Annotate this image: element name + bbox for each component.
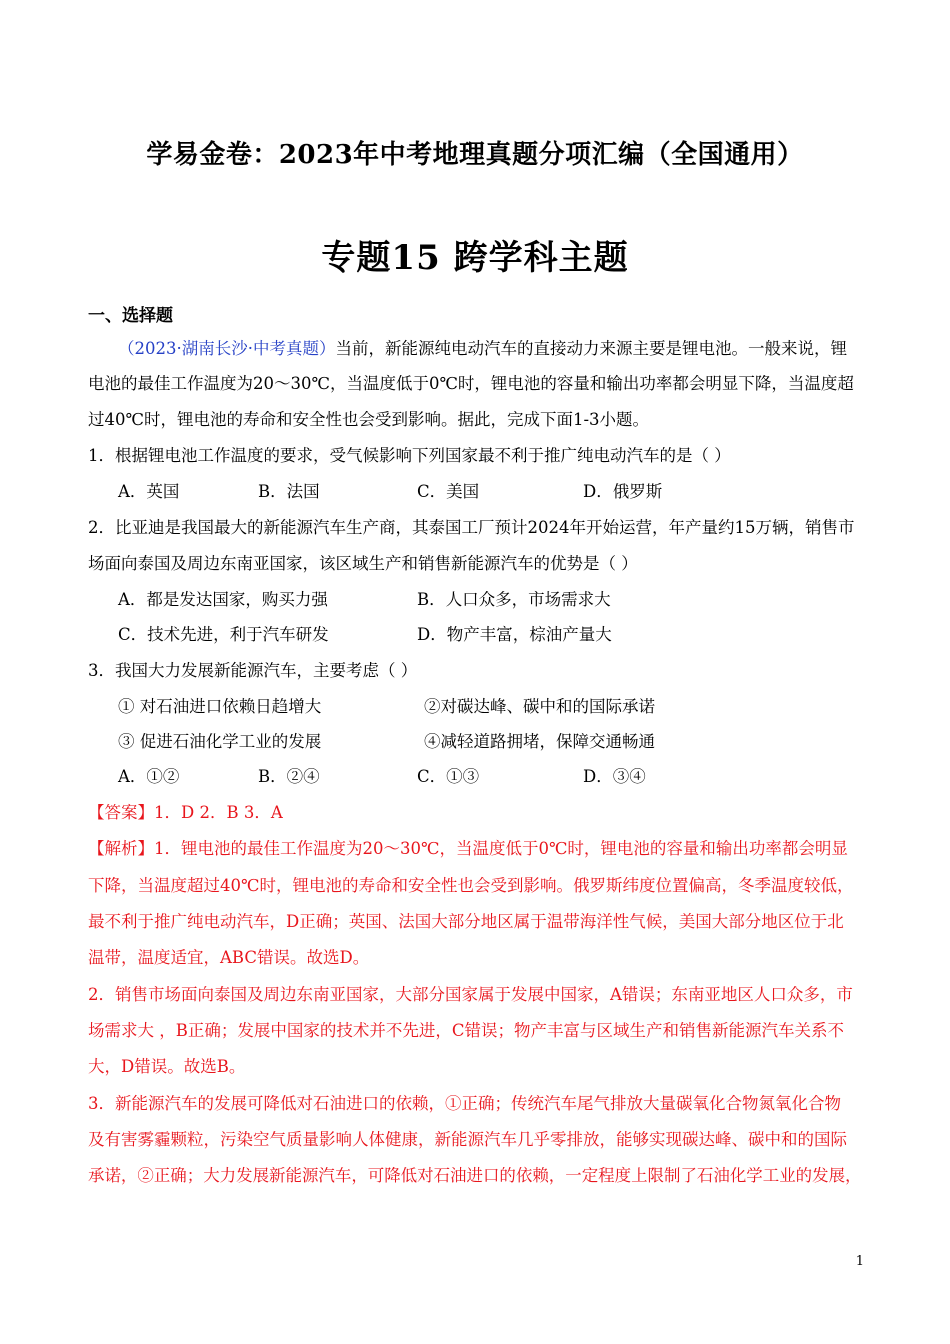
analysis-line-2: 下降，当温度超过40℃时，锂电池的寿命和安全性也会受到影响。俄罗斯纬度位置偏高，冬季温度较低， xyxy=(88,876,854,895)
passage-text: 当前，新能源纯电动汽车的直接动力来源主要是锂电池。一般来说，锂 xyxy=(335,339,847,358)
analysis-text: 1．锂电池的最佳工作温度为20～30℃，当温度低于0℃时，锂电池的容量和输出功率都会明显 xyxy=(154,839,848,858)
analysis-line-5: 2．销售市场面向泰国及周边东南亚国家，大部分国家属于发展中国家，A错误；东南亚地区人口众多，市 xyxy=(88,985,853,1004)
question-1-stem: 1．根据锂电池工作温度的要求，受气候影响下列国家最不利于推广纯电动汽车的是（ ） xyxy=(88,446,731,465)
question-2-stem-line-1: 2．比亚迪是我国最大的新能源汽车生产商，其泰国工厂预计2024年开始运营，年产量约15万辆，销售市 xyxy=(88,518,855,537)
question-2-stem-line-2: 场面向泰国及周边东南亚国家，该区域生产和销售新能源汽车的优势是（ ） xyxy=(88,554,638,573)
section-heading: 一、选择题 xyxy=(88,306,173,326)
question-3-option-b: B．②④ xyxy=(258,767,320,786)
question-1-option-d: D．俄罗斯 xyxy=(583,482,663,501)
question-3-statement-2: ②对碳达峰、碳中和的国际承诺 xyxy=(424,697,655,716)
question-3-stem: 3．我国大力发展新能源汽车，主要考虑（ ） xyxy=(88,661,418,680)
question-2-option-b: B．人口众多，市场需求大 xyxy=(417,590,611,609)
page-number: 1 xyxy=(855,1254,864,1269)
document-title: 学易金卷：2023年中考地理真题分项汇编（全国通用） xyxy=(146,140,804,170)
question-2-option-d: D．物产丰富，棕油产量大 xyxy=(417,625,612,644)
analysis-line-1 xyxy=(88,839,848,859)
question-2-option-a: A．都是发达国家，购买力强 xyxy=(118,590,328,609)
analysis-line-8: 3．新能源汽车的发展可降低对石油进口的依赖，①正确；传统汽车尾气排放大量碳氧化合物氮氧化合物 xyxy=(88,1094,841,1113)
question-3-statement-1: ① 对石油进口依赖日趋增大 xyxy=(118,697,322,716)
answer-line xyxy=(88,803,283,823)
passage-source: （2023·湖南长沙·中考真题） xyxy=(118,339,336,358)
question-3-option-a: A．①② xyxy=(118,767,180,786)
answer-label: 【答案】 xyxy=(88,803,154,822)
question-1-option-a: A．英国 xyxy=(118,482,180,501)
question-2-option-c: C．技术先进，利于汽车研发 xyxy=(118,625,329,644)
analysis-line-3: 最不利于推广纯电动汽车，D正确；英国、法国大部分地区属于温带海洋性气候，美国大部分地区位于北 xyxy=(88,912,844,931)
analysis-line-4: 温带，温度适宜，ABC错误。故选D。 xyxy=(88,948,370,967)
question-3-option-d: D．③④ xyxy=(583,767,646,786)
analysis-label: 【解析】 xyxy=(88,839,154,858)
topic-title: 专题15 跨学科主题 xyxy=(321,238,629,278)
passage-line-1 xyxy=(118,339,847,359)
analysis-line-6: 场需求大 ，B正确；发展中国家的技术并不先进，C错误；物产丰富与区域生产和销售新能源汽车关系不 xyxy=(88,1021,844,1040)
analysis-line-10: 承诺，②正确；大力发展新能源汽车，可降低对石油进口的依赖，一定程度上限制了石油化学工业的发展， xyxy=(88,1166,862,1185)
analysis-line-7: 大，D错误。故选B。 xyxy=(88,1057,246,1076)
question-3-statement-3: ③ 促进石油化学工业的发展 xyxy=(118,732,322,751)
passage-line-3: 过40℃时，锂电池的寿命和安全性也会受到影响。据此，完成下面1-3小题。 xyxy=(88,410,650,429)
passage-line-2: 电池的最佳工作温度为20～30℃，当温度低于0℃时，锂电池的容量和输出功率都会明显下降，当温度超 xyxy=(88,374,854,393)
question-1-option-b: B．法国 xyxy=(258,482,320,501)
answer-text: 1．D 2．B 3．A xyxy=(154,803,283,822)
question-1-option-c: C．美国 xyxy=(417,482,480,501)
analysis-line-9: 及有害雾霾颗粒，污染空气质量影响人体健康，新能源汽车几乎零排放，能够实现碳达峰、碳中和的国际 xyxy=(88,1130,847,1149)
question-3-statement-4: ④减轻道路拥堵，保障交通畅通 xyxy=(424,732,655,751)
question-3-option-c: C．①③ xyxy=(417,767,480,786)
